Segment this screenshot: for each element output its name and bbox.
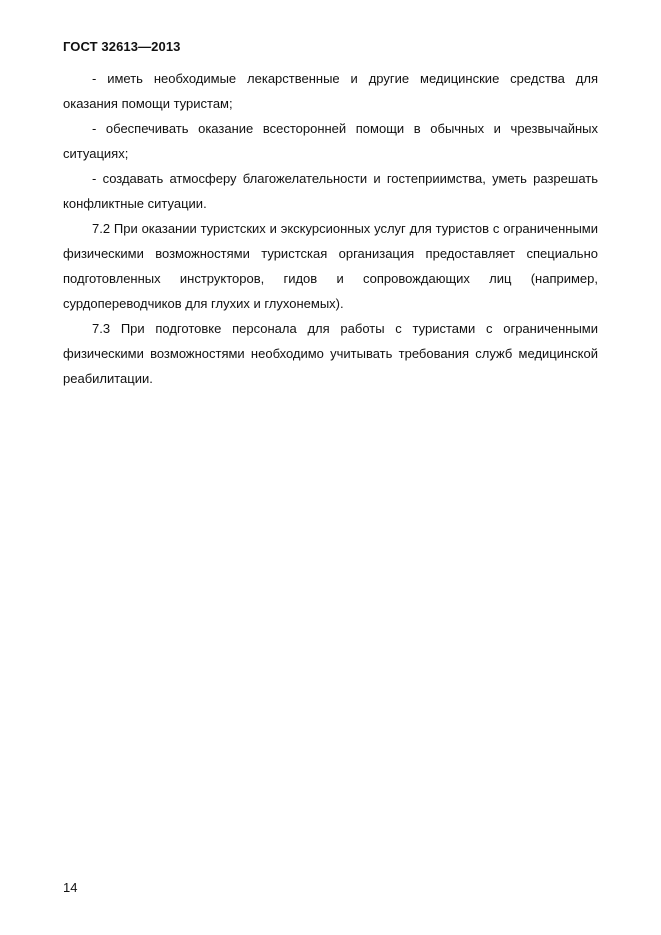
list-item-medicines: - иметь необходимые лекарственные и другие медицинские средства для оказания помощи туристам; xyxy=(63,71,598,111)
clause-7-2: 7.2 При оказании туристских и экскурсионных услуг для туристов с ограниченными физическими возможностями туристская организация предоставляет специально подготовленных инструкторов, гидов и сопровождающих лиц (например, сурдопереводчиков для глухих и глухонемых). xyxy=(63,221,598,311)
page-number: 14 xyxy=(63,880,78,895)
body-text xyxy=(63,66,598,391)
list-item-atmosphere: - создавать атмосферу благожелательности и гостеприимства, уметь разрешать конфликтные ситуации. xyxy=(63,171,598,211)
list-item-assistance: - обеспечивать оказание всесторонней помощи в обычных и чрезвычайных ситуациях; xyxy=(63,121,598,161)
standard-header: ГОСТ 32613—2013 xyxy=(63,39,181,54)
clause-7-3: 7.3 При подготовке персонала для работы с туристами с ограниченными физическими возможностями необходимо учитывать требования служб медицинской реабилитации. xyxy=(63,321,598,386)
